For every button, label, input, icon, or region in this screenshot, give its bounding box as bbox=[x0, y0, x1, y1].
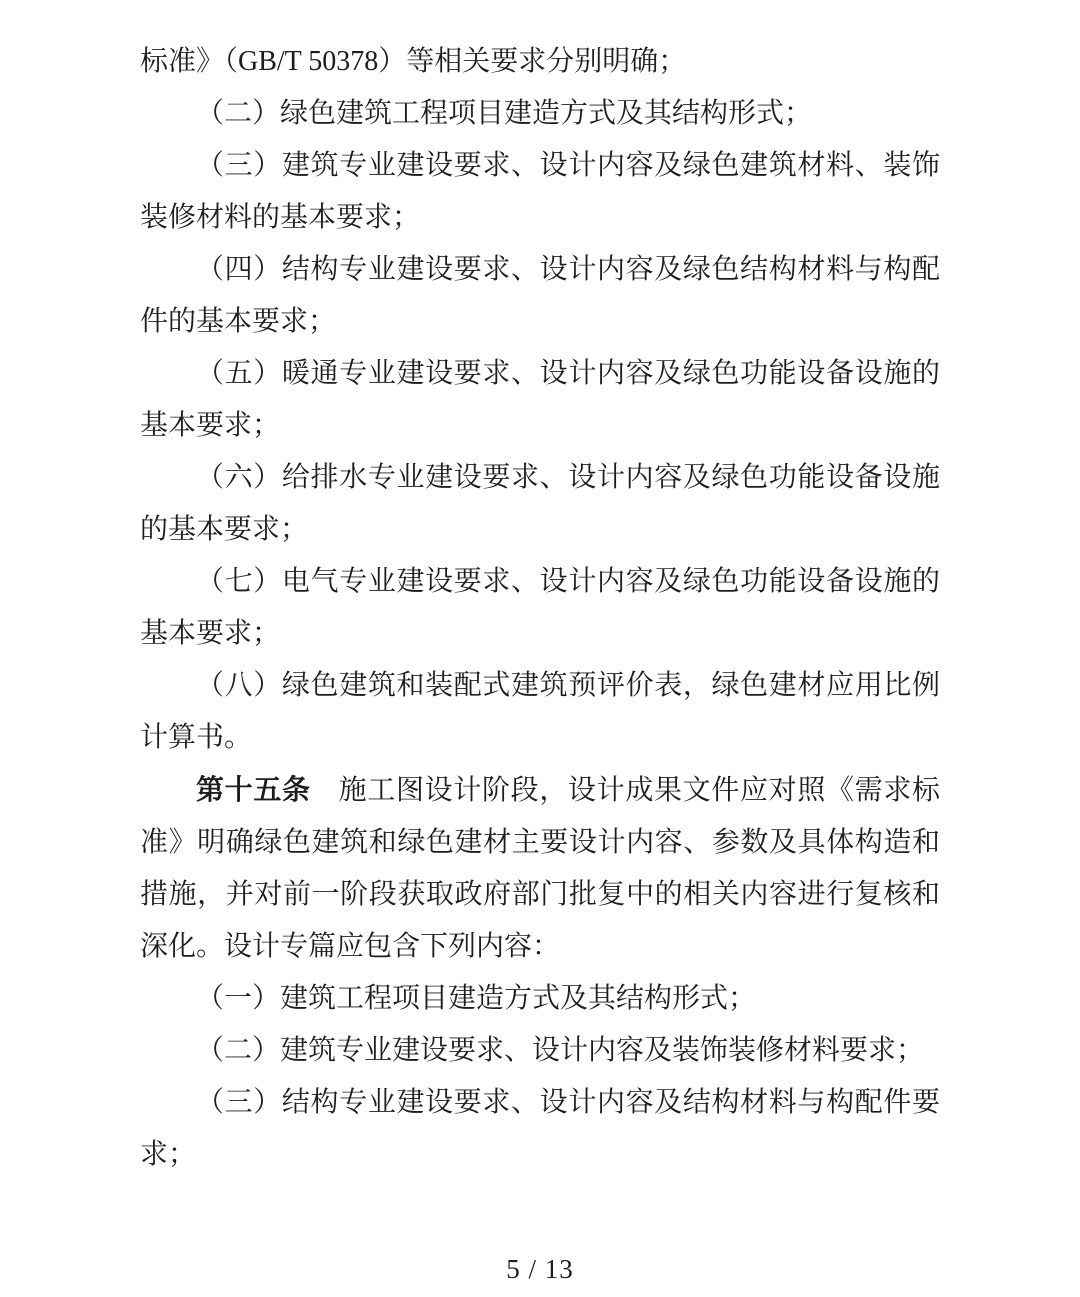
para-item-8-pre-evaluation-tables: （八）绿色建筑和装配式建筑预评价表，绿色建材应用比例计算书。 bbox=[140, 670, 940, 753]
para-item-3-structural-materials: （三）结构专业建设要求、设计内容及结构材料与构配件要求； bbox=[140, 1087, 940, 1170]
para-item-2-decoration-materials: （二）建筑专业建设要求、设计内容及装饰装修材料要求； bbox=[196, 1035, 925, 1066]
document-body bbox=[140, 36, 940, 1181]
para-item-6-plumbing-requirements: （六）给排水专业建设要求、设计内容及绿色功能设备设施的基本要求； bbox=[140, 462, 940, 545]
page-number: 5 / 13 bbox=[506, 1254, 574, 1284]
para-item-7-electrical-requirements: （七）电气专业建设要求、设计内容及绿色功能设备设施的基本要求； bbox=[140, 566, 940, 649]
para-item-3-architecture-requirements: （三）建筑专业建设要求、设计内容及绿色建筑材料、装饰装修材料的基本要求； bbox=[140, 150, 940, 233]
para-item-1-construction-method: （一）建筑工程项目建造方式及其结构形式； bbox=[196, 983, 757, 1014]
para-continuation-gbt50378: 标准》（GB/T 50378）等相关要求分别明确； bbox=[140, 46, 687, 77]
para-article-15 bbox=[140, 764, 940, 973]
article-15-number: 第十五条 bbox=[196, 774, 311, 805]
para-item-5-hvac-requirements: （五）暖通专业建设要求、设计内容及绿色功能设备设施的基本要求； bbox=[140, 358, 940, 441]
article-15-text: 施工图设计阶段，设计成果文件应对照《需求标准》明确绿色建筑和绿色建材主要设计内容、参数及具体构造和措施，并对前一阶段获取政府部门批复中的相关内容进行复核和深化。设计专篇应包含下列内容： bbox=[140, 775, 940, 962]
para-item-2-green-building-method: （二）绿色建筑工程项目建造方式及其结构形式； bbox=[196, 98, 813, 129]
para-item-4-structure-requirements: （四）结构专业建设要求、设计内容及绿色结构材料与构配件的基本要求； bbox=[140, 254, 940, 337]
